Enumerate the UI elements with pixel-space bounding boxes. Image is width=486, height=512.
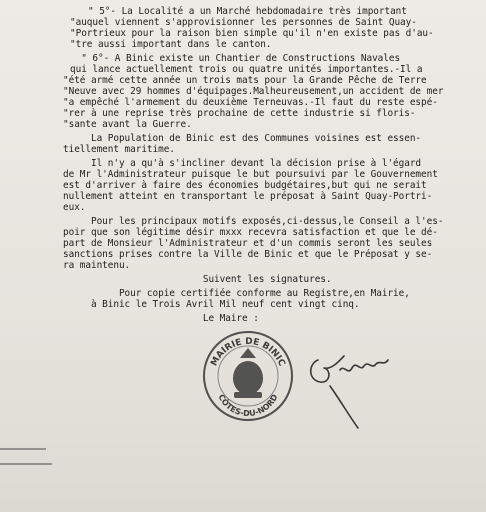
text-line: "sante avant la Guerre. [63, 119, 192, 130]
text-line: eux. [63, 202, 86, 213]
text-line: "rer à une reprise très prochaine de cette industrie si floris- [63, 108, 416, 119]
text-line: à Binic le Trois Avril Mil neuf cent vingt cinq. [63, 299, 360, 310]
text-line: tiellement maritime. [63, 144, 175, 155]
scan-mark [0, 463, 52, 465]
text-line: "a empêché l'armement du deuxième Terneuvas.-Il faut du reste espé- [63, 97, 438, 108]
text-line: "auquel viennent s'approvisionner les personnes de Saint Quay- [70, 17, 417, 28]
text-line: part de Monsieur l'Administrateur et d'un commis seront les seules [63, 238, 433, 249]
mayor-signature [300, 330, 400, 430]
text-line: de Mr l'Administrateur puisque le but poursuivi par le Gouvernement [63, 169, 438, 180]
stamp-emblem-icon [233, 348, 263, 398]
scan-mark [0, 448, 46, 450]
text-line: nullement atteint en transportant le préposat à Saint Quay-Portri- [63, 191, 433, 202]
text-line: ra maintenu. [63, 260, 131, 271]
stamp-top-text: MAIRIE DE BINIC [209, 336, 287, 368]
text-line: Pour les principaux motifs exposés,ci-dessus,le Conseil a l'es- [63, 216, 444, 227]
text-line: " 5°- La Localité a un Marché hebdomadaire très important [88, 6, 407, 17]
text-line: qui lance actuellement trois ou quatre unités importantes.-Il a [70, 64, 423, 75]
mairie-stamp [200, 328, 296, 424]
text-line: " 6°- A Binic existe un Chantier de Constructions Navales [70, 53, 401, 64]
text-line: est d'arriver à faire des économies budgétaires,but qui ne serait [63, 180, 427, 191]
text-line: poir que son légitime désir mxxx recevra satisfaction et que le dé- [63, 227, 438, 238]
stamp-bottom-text: CÔTES-DU-NORD [216, 392, 280, 419]
text-line: La Population de Binic est des Communes voisines est essen- [63, 133, 422, 144]
text-line: Pour copie certifiée conforme au Registre,en Mairie, [63, 288, 410, 299]
text-line: "Neuve avec 29 hommes d'équipages.Malheureusement,un accident de mer [63, 86, 444, 97]
text-line: "tre aussi important dans le canton. [70, 39, 272, 50]
text-line: Le Maire : [63, 313, 259, 324]
text-line: Il n'y a qu'à s'incliner devant la décision prise à l'égard [63, 158, 422, 169]
text-line: Suivent les signatures. [63, 274, 332, 285]
text-line: "été armé cette année un trois mats pour la Grande Pêche de Terre [63, 75, 427, 86]
text-line: sanctions prises contre la Ville de Binic et que le Préposat y se- [63, 249, 433, 260]
text-line: "Portrieux pour la raison bien simple qu'il n'en existe pas d'au- [70, 28, 434, 39]
